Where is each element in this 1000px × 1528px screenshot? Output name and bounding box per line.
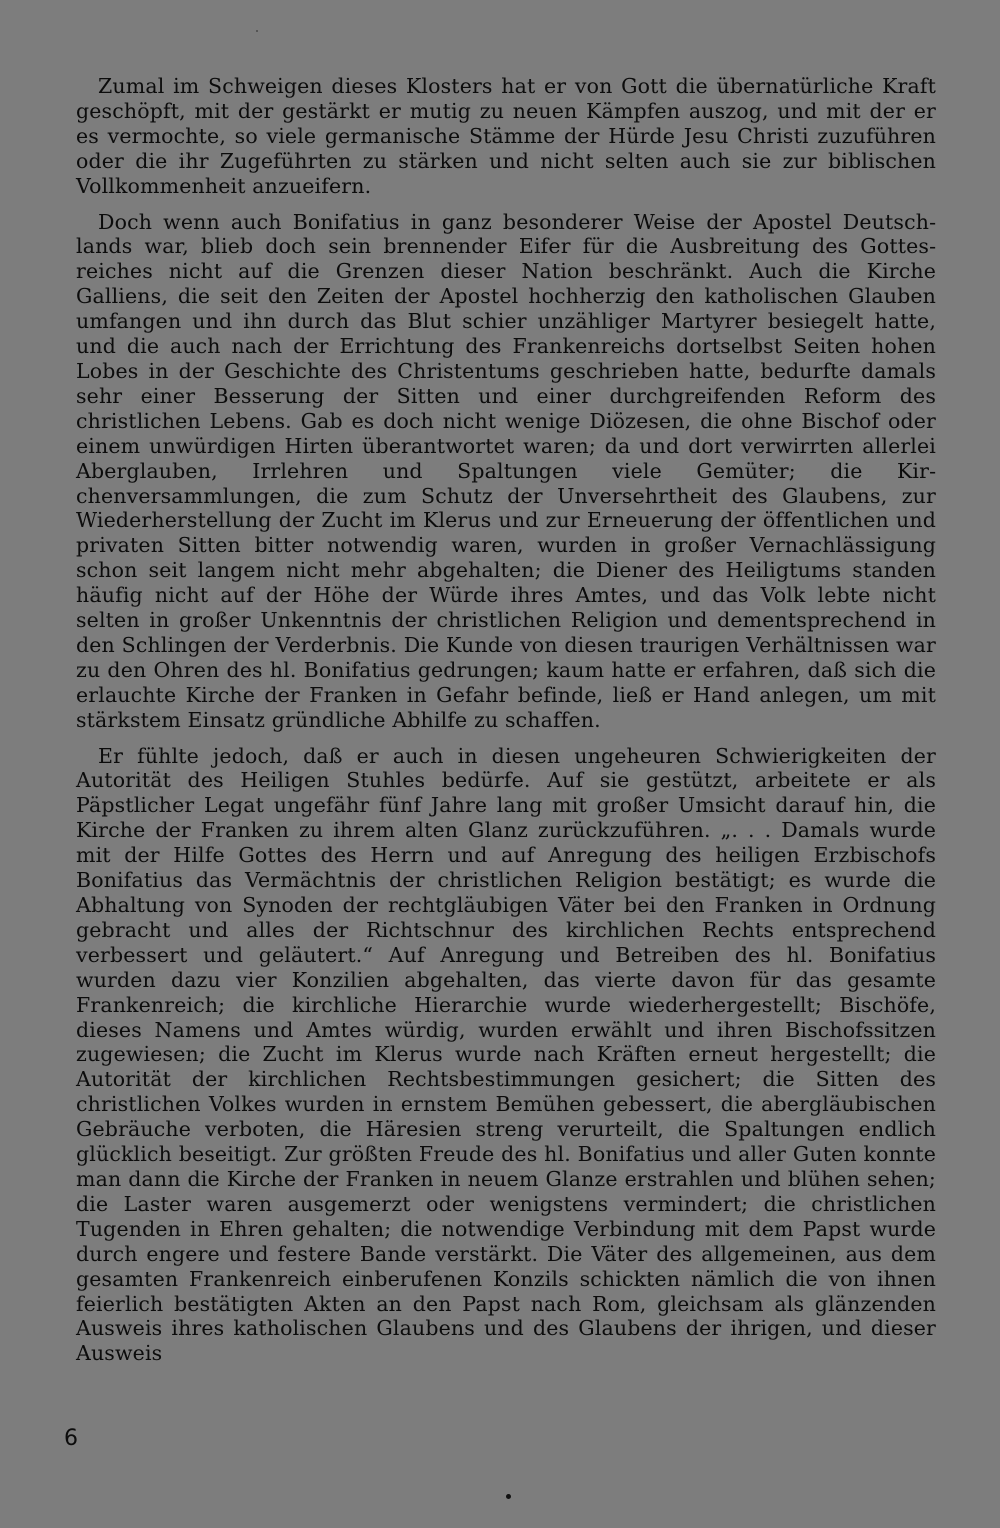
body-text [76,74,936,1377]
page-number: 6 [64,1426,78,1451]
paragraph-2: Doch wenn auch Bonifatius in ganz besonderer Weise der Apostel Deutschlands war, blieb doch sein brennender Eifer für die Ausbreitung des Gottesreiches nicht auf die Grenzen dieser Nation beschränkt. Auch die Kirche Galliens, die seit den Zeiten der Apostel hochherzig den katholischen Glauben umfangen und ihn durch das Blut schier unzähliger Martyrer besiegelt hatte, und die auch nach der Errichtung des Frankenreichs dortselbst Seiten hohen Lobes in der Geschichte des Christentums geschrieben hatte, bedurfte damals sehr einer Besserung der Sitten und einer durchgreifenden Reform des christlichen Lebens. Gab es doch nicht wenige Diözesen, die ohne Bischof oder einem unwürdigen Hirten überantwortet waren; da und dort verwirrten allerlei Aberglauben, Irrlehren und Spaltungen viele Gemüter; die Kirchenversammlungen, die zum Schutz der Unversehrtheit des Glaubens, zur Wiederherstellung der Zucht im Klerus und zur Erneuerung der öffentlichen und privaten Sitten bitter notwendig waren, wurden in großer Vernachlässigung schon seit langem nicht mehr abgehalten; die Diener des Heiligtums standen häufig nicht auf der Höhe der Würde ihres Amtes, und das Volk lebte nicht selten in großer Unkenntnis der christlichen Religion und dementsprechend in den Schlingen der Verderbnis. Die Kunde von diesen traurigen Verhältnissen war zu den Ohren des hl. Bonifatius gedrungen; kaum hatte er erfahren, daß sich die erlauchte Kirche der Franken in Gefahr befinde, ließ er Hand anlegen, um mit stärkstem Einsatz gründliche Abhilfe zu schaffen. [76,209,936,732]
paragraph-1: Zumal im Schweigen dieses Klosters hat er von Gott die übernatürliche Kraft geschöpft, mit der gestärkt er mutig zu neuen Kämpfen auszog, und mit der er es vermochte, so viele germanische Stämme der Hürde Jesu Christi zuzuführen oder die ihr Zugeführten zu stärken und nicht selten auch sie zur biblischen Vollkommenheit anzueifern. [76,74,936,198]
scan-speck [256,30,258,32]
dot-mark [506,1494,511,1499]
paragraph-3: Er fühlte jedoch, daß er auch in diesen ungeheuren Schwierigkeiten der Autorität des Heiligen Stuhles bedürfe. Auf sie gestützt, arbeitete er als Päpstlicher Legat ungefähr fünf Jahre lang mit großer Umsicht darauf hin, die Kirche der Franken zu ihrem alten Glanz zurückzuführen. „. . . Damals wurde mit der Hilfe Gottes des Herrn und auf Anregung des heiligen Erzbischofs Bonifatius das Vermächtnis der christlichen Religion bestätigt; es wurde die Abhaltung von Synoden der rechtgläubigen Väter bei den Franken in Ordnung gebracht und alles der Richtschnur des kirchlichen Rechts entsprechend verbessert und geläutert.“ Auf Anregung und Betreiben des hl. Bonifatius wurden dazu vier Konzilien abgehalten, das vierte davon für das gesamte Frankenreich; die kirchliche Hierarchie wurde wiederhergestellt; Bischöfe, dieses Namens und Amtes würdig, wurden erwählt und ihren Bischofssitzen zugewiesen; die Zucht im Klerus wurde nach Kräften erneut hergestellt; die Autorität der kirchlichen Rechtsbestimmungen gesichert; die Sitten des christlichen Volkes wurden in ernstem Bemühen gebessert, die abergläubischen Gebräuche verboten, die Häresien streng verurteilt, die Spaltungen endlich glücklich beseitigt. Zur größten Freude des hl. Bonifatius und aller Guten konnte man dann die Kirche der Franken in neuem Glanze erstrahlen und blühen sehen; die Laster waren ausgemerzt oder wenigstens vermindert; die christlichen Tugenden in Ehren gehalten; die notwendige Verbindung mit dem Papst wurde durch engere und festere Bande verstärkt. Die Väter des allgemeinen, aus dem gesamten Frankenreich einberufenen Konzils schickten nämlich die von ihnen feierlich bestätigten Akten an den Papst nach Rom, gleichsam als glänzenden Ausweis ihres katholischen Glaubens und des Glaubens der ihrigen, und dieser Ausweis [76,743,936,1366]
